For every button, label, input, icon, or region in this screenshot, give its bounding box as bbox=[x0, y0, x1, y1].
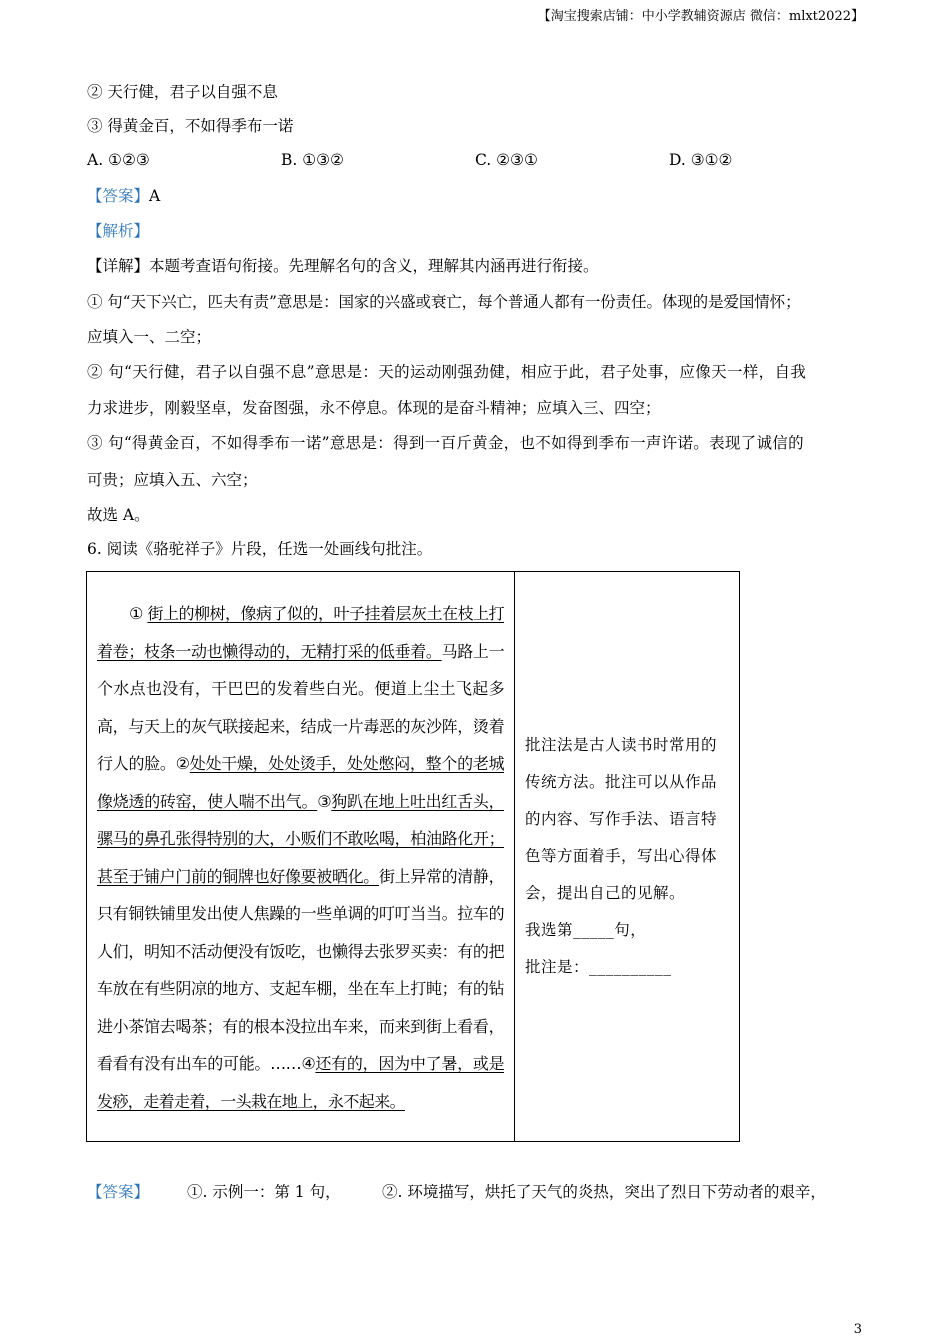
conclusion: 故选 A。 bbox=[87, 506, 150, 524]
explain-1b: 应填入一、二空； bbox=[87, 328, 212, 346]
question-6: 6. 阅读《骆驼祥子》片段，任选一处画线句批注。 bbox=[87, 540, 433, 558]
note-line-2: 传统方法。批注可以从作品 bbox=[525, 773, 718, 791]
answer-6-label: 【答案】 bbox=[87, 1183, 150, 1201]
annotation-cell bbox=[515, 572, 740, 1142]
explain-2b: 力求进步，刚毅坚卓，发奋图强，永不停息。体现的是奋斗精神；应填入三、四空； bbox=[87, 399, 661, 417]
answer-6-part-1: ①. 示例一：第 1 句， bbox=[187, 1183, 341, 1201]
passage-text-1: 马路上一个水点也没有，干巴巴的发着些白光。便道上尘土飞起多高，与天上的灰气联接起来，结成一片毒恶的灰沙阵，烫着行人的脸。 bbox=[97, 641, 504, 773]
note-line-4: 色等方面着手，写出心得体 bbox=[525, 847, 718, 865]
option-a: A. ①②③ bbox=[87, 151, 150, 169]
note-line-5: 会，提出自己的见解。 bbox=[525, 884, 686, 902]
sentence-2-number: ② bbox=[175, 754, 190, 773]
note-line-1: 批注法是古人读书时常用的 bbox=[525, 736, 718, 754]
detail-line: 【详解】本题考查语句衔接。先理解名句的含义，理解其内涵再进行衔接。 bbox=[87, 257, 599, 275]
underlined-sentence-4: 还有的，因为中了暑，或是发痧，走着走着，一头栽在地上，永不起来。 bbox=[97, 1054, 504, 1111]
answer-label: 【答案】 bbox=[87, 187, 150, 205]
sentence-3-number: ③ bbox=[317, 791, 332, 811]
page-number: 3 bbox=[853, 1322, 862, 1337]
note-line-3: 的内容、写作手法、语言特 bbox=[525, 810, 718, 828]
annotation-blank: 批注是：__________ bbox=[525, 958, 672, 976]
passage-table bbox=[86, 571, 740, 1142]
passage-text bbox=[87, 593, 514, 1120]
answer-6-row bbox=[87, 1182, 149, 1202]
sentence-4-number: ④ bbox=[300, 1054, 316, 1073]
option-b: B. ①③② bbox=[281, 151, 344, 169]
underlined-sentence-1: 街上的柳树，像病了似的，叶子挂着层灰土在枝上打着卷；枝条一动也懒得动的，无精打采的低垂着。 bbox=[97, 604, 504, 661]
answer-6-part-2: ②. 环境描写，烘托了天气的炎热，突出了烈日下劳动者的艰辛， bbox=[382, 1183, 826, 1201]
explain-2a: ② 句“天行健，君子以自强不息”意思是：天的运动刚强劲健，相应于此，君子处事，应像天一样，自我 bbox=[87, 363, 807, 381]
answer-value: A bbox=[149, 187, 161, 205]
item-3: ③ 得黄金百，不如得季布一诺 bbox=[87, 117, 294, 135]
answer-row bbox=[87, 186, 160, 206]
sentence-1-number: ① bbox=[129, 604, 143, 623]
choose-sentence-blank: 我选第_____句， bbox=[525, 921, 647, 939]
option-d: D. ③①② bbox=[669, 151, 733, 169]
annotation-instructions bbox=[515, 727, 739, 986]
explain-3b: 可贵；应填入五、六空； bbox=[87, 471, 258, 489]
underlined-sentence-2: 处处干燥，处处烫手，处处憋闷，整个的老城像烧透的砖窑，使人喘不出气。 bbox=[97, 754, 504, 811]
option-c: C. ②③① bbox=[475, 151, 538, 169]
explain-3a: ③ 句“得黄金百，不如得季布一诺”意思是：得到一百斤黄金，也不如得到季布一声许诺。表现了诚信的 bbox=[87, 434, 804, 452]
underlined-sentence-3: 狗趴在地上吐出红舌头，骡马的鼻孔张得特别的大，小贩们不敢吆喝，柏油路化开；甚至于铺户门前的铜牌也好像要被晒化。 bbox=[97, 791, 504, 886]
item-2: ② 天行健，君子以自强不息 bbox=[87, 83, 278, 101]
analysis-label: 【解析】 bbox=[87, 222, 150, 240]
explain-1a: ① 句“天下兴亡，匹夫有责”意思是：国家的兴盛或衰亡，每个普通人都有一份责任。体现的是爱国情怀； bbox=[87, 293, 801, 311]
passage-text-2: 街上异常的清静，只有铜铁铺里发出使人焦躁的一些单调的叮叮当当。拉车的人们，明知不活动便没有饭吃，也懒得去张罗买卖：有的把车放在有些阴凉的地方、支起车棚，坐在车上打盹；有的钻进小茶馆去喝茶；有的根本没拉出车来，而来到街上看看，看看有没有出车的可能。…… bbox=[97, 866, 504, 1073]
passage-cell bbox=[87, 572, 515, 1142]
page-header: 【淘宝搜索店铺：中小学教辅资源店 微信：mlxt2022】 bbox=[537, 9, 864, 24]
